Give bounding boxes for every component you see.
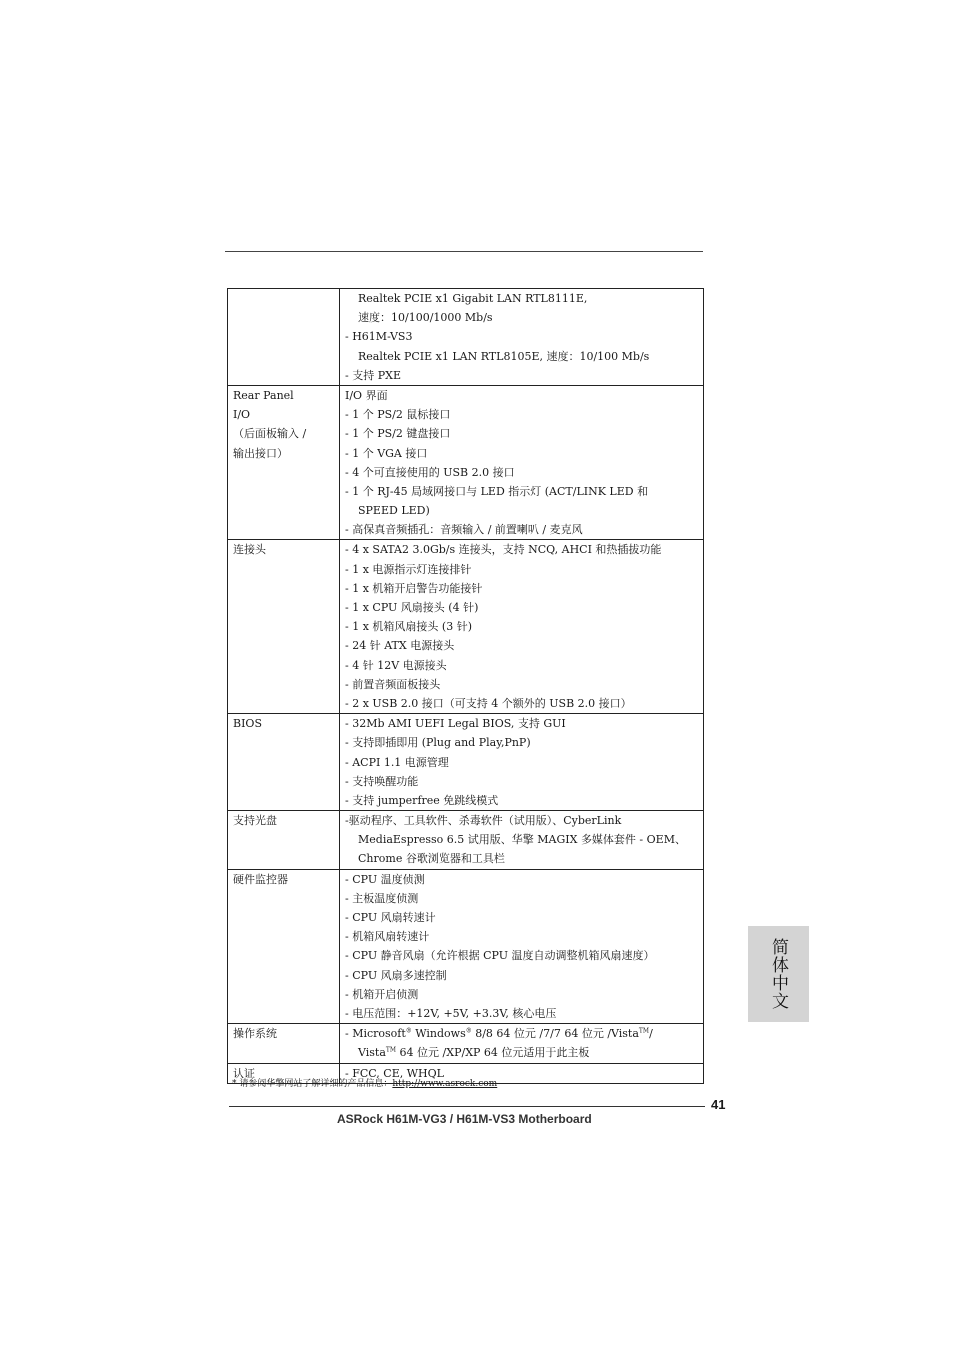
spec-value-line: Realtek PCIE x1 LAN RTL8105E, 速度：10/100 Mb/s	[358, 349, 650, 363]
os-text: - Microsoft	[345, 1027, 406, 1041]
spec-row	[228, 540, 704, 714]
spec-value-line: - 电压范围：+12V, +5V, +3.3V, 核心电压	[345, 1006, 557, 1020]
os-line-1	[345, 1024, 703, 1043]
registered-mark: ®	[465, 1027, 472, 1035]
spec-label-line: Rear Panel	[233, 388, 294, 402]
spec-label-line: 支持光盘	[233, 814, 277, 828]
spec-value-line: I/O 界面	[345, 388, 388, 402]
spec-value-line: - CPU 静音风扇（允许根据 CPU 温度自动调整机箱风扇速度）	[345, 949, 655, 963]
spec-label-cell	[228, 811, 340, 870]
spec-value-line: - CPU 温度侦测	[345, 872, 425, 886]
spec-value-cell	[340, 714, 704, 811]
asrock-website-link[interactable]: http://www.asrock.com	[392, 1079, 498, 1089]
spec-value-cell	[340, 289, 704, 386]
spec-label-line: 硬件监控器	[233, 872, 288, 886]
spec-value-line: - CPU 风扇多速控制	[345, 968, 447, 982]
spec-value-line: - 支持 PXE	[345, 368, 401, 382]
spec-value-line: - 32Mb AMI UEFI Legal BIOS, 支持 GUI	[345, 717, 566, 731]
os-text: 8/8 64 位元 /7/7 64 位元 /Vista	[471, 1027, 639, 1041]
footnote-text: * 请参阅华擎网站了解详细的产品信息：	[232, 1079, 393, 1089]
footer-rule	[229, 1106, 705, 1107]
spec-label-line: I/O	[233, 408, 251, 422]
spec-label-cell	[228, 289, 340, 386]
spec-row	[228, 811, 704, 870]
spec-value-cell	[340, 385, 704, 540]
spec-value-line: - 1 个 PS/2 鼠标接口	[345, 408, 451, 422]
os-text: /	[649, 1027, 653, 1041]
spec-value-line: - 1 个 PS/2 键盘接口	[345, 427, 451, 441]
spec-row	[228, 869, 704, 1024]
spec-value-cell	[340, 540, 704, 714]
header-rule	[225, 251, 703, 252]
spec-label-line: 操作系统	[233, 1027, 277, 1041]
spec-value-line: - 24 针 ATX 电源接头	[345, 639, 455, 653]
spec-value-line: - 主板温度侦测	[345, 891, 419, 905]
spec-value-line: -驱动程序、工具软件、杀毒软件（试用版）、CyberLink	[345, 814, 622, 828]
spec-value-cell	[340, 1024, 704, 1063]
spec-label-line: （后面板输入 /	[233, 427, 307, 441]
spec-value-line: - FCC, CE, WHQL	[345, 1066, 444, 1080]
spec-value-line: - H61M-VS3	[345, 330, 413, 344]
spec-row	[228, 1024, 704, 1063]
spec-value-line: - CPU 风扇转速计	[345, 911, 436, 924]
spec-value-line: - 机箱开启侦测	[345, 987, 419, 1001]
spec-value-line: - 支持 jumperfree 免跳线模式	[345, 793, 499, 807]
spec-row	[228, 289, 704, 386]
os-text: Vista	[358, 1046, 386, 1060]
registered-mark: ®	[405, 1027, 412, 1035]
spec-label-cell	[228, 869, 340, 1024]
spec-value-line: SPEED LED)	[358, 504, 430, 518]
language-tab	[748, 926, 809, 1022]
spec-row	[228, 385, 704, 540]
spec-value-line: - ACPI 1.1 电源管理	[345, 755, 449, 769]
spec-value-line: 速度：10/100/1000 Mb/s	[358, 311, 493, 325]
spec-label-line: BIOS	[233, 717, 262, 731]
spec-value-cell	[340, 811, 704, 870]
spec-value-line: - 2 x USB 2.0 接口（可支持 4 个额外的 USB 2.0 接口）	[345, 696, 632, 710]
spec-label-cell	[228, 714, 340, 811]
page-number: 41	[711, 1097, 726, 1112]
spec-value-line: - 1 x 机箱风扇接头 (3 针)	[345, 620, 472, 634]
spec-value-cell	[340, 869, 704, 1024]
spec-value-line: - 支持唤醒功能	[345, 774, 419, 788]
spec-value-line: - 高保真音频插孔：音频输入 / 前置喇叭 / 麦克风	[345, 523, 583, 537]
spec-value-line: - 1 x 电源指示灯连接排针	[345, 562, 472, 576]
spec-label-line: 认证	[233, 1066, 255, 1080]
spec-label-cell	[228, 540, 340, 714]
spec-label-line: 输出接口）	[233, 446, 288, 460]
spec-value-line: - 1 个 VGA 接口	[345, 446, 428, 460]
footer-title: ASRock H61M-VG3 / H61M-VS3 Motherboard	[337, 1112, 592, 1126]
footnote	[232, 1076, 497, 1089]
spec-label-line: 连接头	[233, 543, 266, 557]
os-text: 64 位元 /XP/XP 64 位元适用于此主板	[396, 1046, 590, 1060]
spec-value-line: - 支持即插即用 (Plug and Play,PnP)	[345, 736, 531, 750]
spec-label-cell	[228, 385, 340, 540]
spec-value-line: - 4 个可直接使用的 USB 2.0 接口	[345, 465, 515, 479]
spec-row	[228, 714, 704, 811]
spec-value-line: - 1 x 机箱开启警告功能接针	[345, 581, 483, 595]
os-line-2	[345, 1043, 703, 1062]
spec-table	[227, 288, 704, 1084]
trademark-mark: TM	[638, 1027, 650, 1035]
language-tab-label: 简体中文	[768, 938, 788, 1010]
spec-value-line: - 4 针 12V 电源接头	[345, 658, 447, 672]
spec-value-line: - 4 x SATA2 3.0Gb/s 连接头，支持 NCQ, AHCI 和热插拔功能	[345, 543, 662, 557]
spec-value-line: MediaEspresso 6.5 试用版、华擎 MAGIX 多媒体套件 - OEM、	[358, 833, 686, 847]
spec-value-line: - 1 x CPU 风扇接头 (4 针)	[345, 601, 479, 614]
spec-value-line: Realtek PCIE x1 Gigabit LAN RTL8111E,	[358, 292, 588, 305]
spec-value-line: - 机箱风扇转速计	[345, 930, 430, 944]
spec-value-line: - 1 个 RJ-45 局域网接口与 LED 指示灯 (ACT/LINK LED 和	[345, 484, 649, 498]
trademark-mark: TM	[385, 1046, 397, 1054]
spec-value-line: - 前置音频面板接头	[345, 677, 441, 691]
spec-label-cell	[228, 1024, 340, 1063]
os-text: Windows	[411, 1027, 466, 1041]
spec-value-line: Chrome 谷歌浏览器和工具栏	[358, 852, 505, 866]
